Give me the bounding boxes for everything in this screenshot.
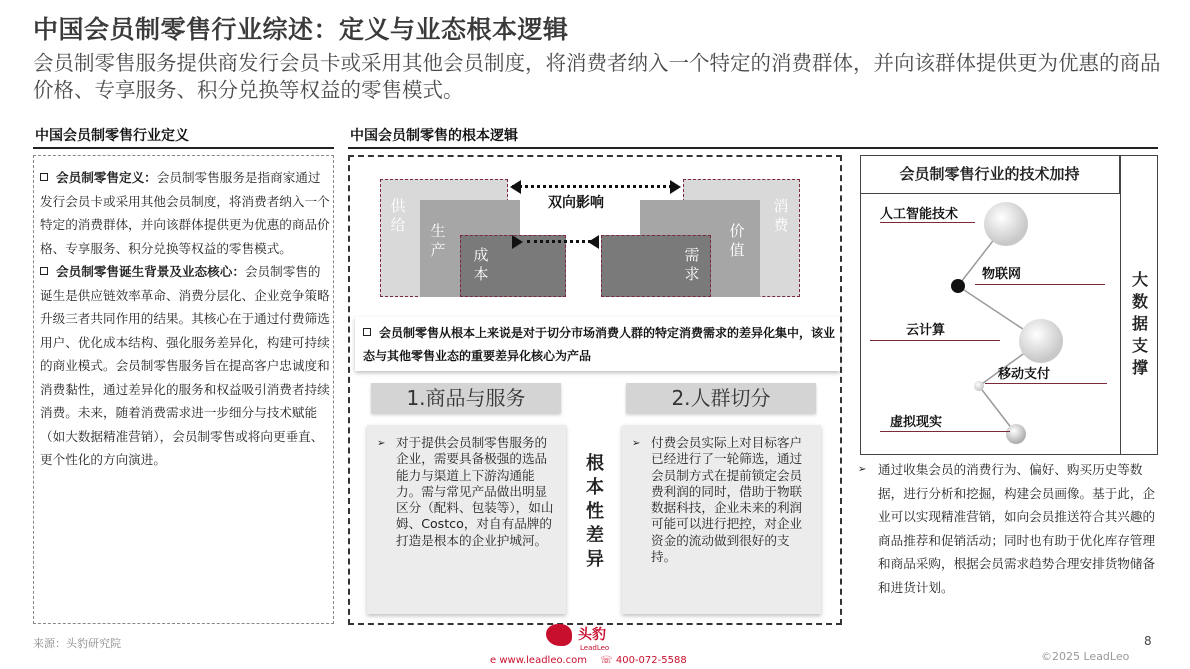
arrow-label: 双向影响 [548, 195, 604, 211]
arrow-bullet-icon: ➢ [377, 438, 386, 449]
middle-rule [348, 147, 1158, 149]
arrow-bullet-icon: ➢ [858, 464, 867, 475]
demand-label: 需求 [684, 246, 700, 283]
phone-number: 400-072-5588 [615, 655, 687, 666]
card1-body: 对于提供会员制零售服务的企业，需要具备极强的选品能力与渠道上下游沟通能力。需与常见产品做出明显区分（配料、包装等），如山姆、Costco，对自有品牌的打造是根本的企业护城河。 [396, 435, 554, 548]
tech-title: 会员制零售行业的技术加持 [860, 155, 1120, 194]
definition-label: 会员制零售定义： [56, 170, 157, 185]
logo-text-en: LeadLeo [580, 644, 610, 652]
page-title: 中国会员制零售行业综述：定义与业态根本逻辑 [33, 15, 569, 44]
tech-cloud-line [870, 340, 1000, 341]
tech-mobile-pay: 移动支付 [998, 367, 1051, 382]
arrow-right-icon [670, 180, 681, 194]
supply-label: 供给 [390, 197, 406, 234]
core-difference-label: 根本性差异 [586, 453, 604, 570]
left-rule [33, 147, 334, 149]
website-link[interactable]: www.leadleo.com [499, 655, 587, 666]
ai-node [984, 202, 1028, 246]
leadleo-logo-icon [546, 624, 572, 646]
arrow-left-lower-icon [588, 235, 599, 249]
card1 [367, 425, 566, 614]
middle-heading: 中国会员制零售的根本逻辑 [350, 128, 518, 144]
definition-body: 会员制零售服务是指商家通过发行会员卡或采用其他会员制度，将消费者纳入一个特定的消费群体，并向该群体提供更为优惠的商品价格、专享服务、积分兑换等权益的零售模式。 [40, 170, 330, 256]
background-label: 会员制零售诞生背景及业态核心： [56, 264, 245, 279]
tech-ai: 人工智能技术 [880, 207, 959, 222]
bidirectional-arrow [512, 185, 678, 188]
tech-side [1120, 155, 1158, 455]
source-note: 来源：头豹研究院 [33, 637, 121, 650]
tech-vr-line [880, 431, 1010, 432]
tech-iot-line [975, 284, 1105, 285]
card2-body: 付费会员实际上对目标客户已经进行了一轮筛选，通过会员制方式在提前锁定会员费利润的同时，借助于物联数据科技，企业未来的利润可能可以进行把控，对企业资金的流动做到很好的支持。 [651, 435, 803, 565]
tech-iot: 物联网 [982, 267, 1022, 282]
web-icon: e [490, 655, 497, 666]
tech-ai-line [880, 222, 975, 223]
arrow-left-icon [510, 180, 521, 194]
mobile-node [974, 381, 984, 391]
checkbox-icon [40, 267, 48, 275]
page-number: 8 [1144, 634, 1152, 648]
vr-node [1006, 424, 1026, 444]
definition-text [40, 166, 330, 472]
footer-contact [490, 655, 687, 666]
big-data-label: 大数据支撑 [1131, 270, 1148, 377]
definition-paragraph [40, 166, 330, 260]
arrow-right-lower-icon [512, 235, 523, 249]
lower-dotted-line [527, 240, 597, 243]
tech-cloud: 云计算 [906, 323, 946, 338]
iot-node [951, 279, 965, 293]
cloud-node [1019, 319, 1063, 363]
arrow-bullet-icon: ➢ [632, 438, 641, 449]
logo-text: 头豹 [578, 627, 606, 643]
tech-description-body: 通过收集会员的消费行为、偏好、购买历史等数据，进行分析和挖掘，构建会员画像。基于此，企业可以实现精准营销，如向会员推送符合其兴趣的商品推荐和促销活动；同时也有助于优化库存管理和商品采购，根据会员需求趋势合理安排货物储备和进货计划。 [878, 462, 1156, 595]
value-label: 价值 [729, 222, 745, 259]
logic-note-text: 会员制零售从根本上来说是对于切分市场消费人群的特定消费需求的差异化集中，该业态与其他零售业态的重要差异化核心为产品 [363, 326, 836, 363]
tech-description [858, 458, 1158, 599]
background-paragraph [40, 260, 330, 472]
card2-title: 2.人群切分 [626, 383, 816, 413]
tech-mobile-pay-line [985, 383, 1107, 384]
card1-title: 1.商品与服务 [371, 383, 561, 413]
phone-icon: ☏ [600, 655, 613, 666]
left-heading: 中国会员制零售行业定义 [35, 128, 189, 144]
consumption-label: 消费 [773, 197, 789, 234]
checkbox-icon [363, 328, 371, 336]
copyright: ©2025 LeadLeo [1041, 650, 1130, 663]
background-body: 会员制零售的诞生是供应链效率革命、消费分层化、企业竞争策略升级三者共同作用的结果。其核心在于通过付费筛选用户、优化成本结构、强化服务差异化，构建可持续的商业模式。会员制零售服务旨在提高客户忠诚度和消费黏性，通过差异化的服务和权益吸引消费者持续消费。未来，随着消费需求进一步细分与技术赋能（如大数据精准营销），会员制零售或将向更垂直、更个性化的方向演进。 [40, 264, 330, 467]
production-label: 生产 [430, 222, 446, 259]
logic-note [355, 317, 840, 371]
cost-label: 成本 [473, 246, 489, 283]
tech-vr: 虚拟现实 [890, 415, 943, 430]
card2 [622, 425, 821, 614]
page-subtitle: 会员制零售服务提供商发行会员卡或采用其他会员制度，将消费者纳入一个特定的消费群体，并向该群体提供更为优惠的商品价格、专享服务、积分兑换等权益的零售模式。 [33, 51, 1161, 102]
checkbox-icon [40, 173, 48, 181]
